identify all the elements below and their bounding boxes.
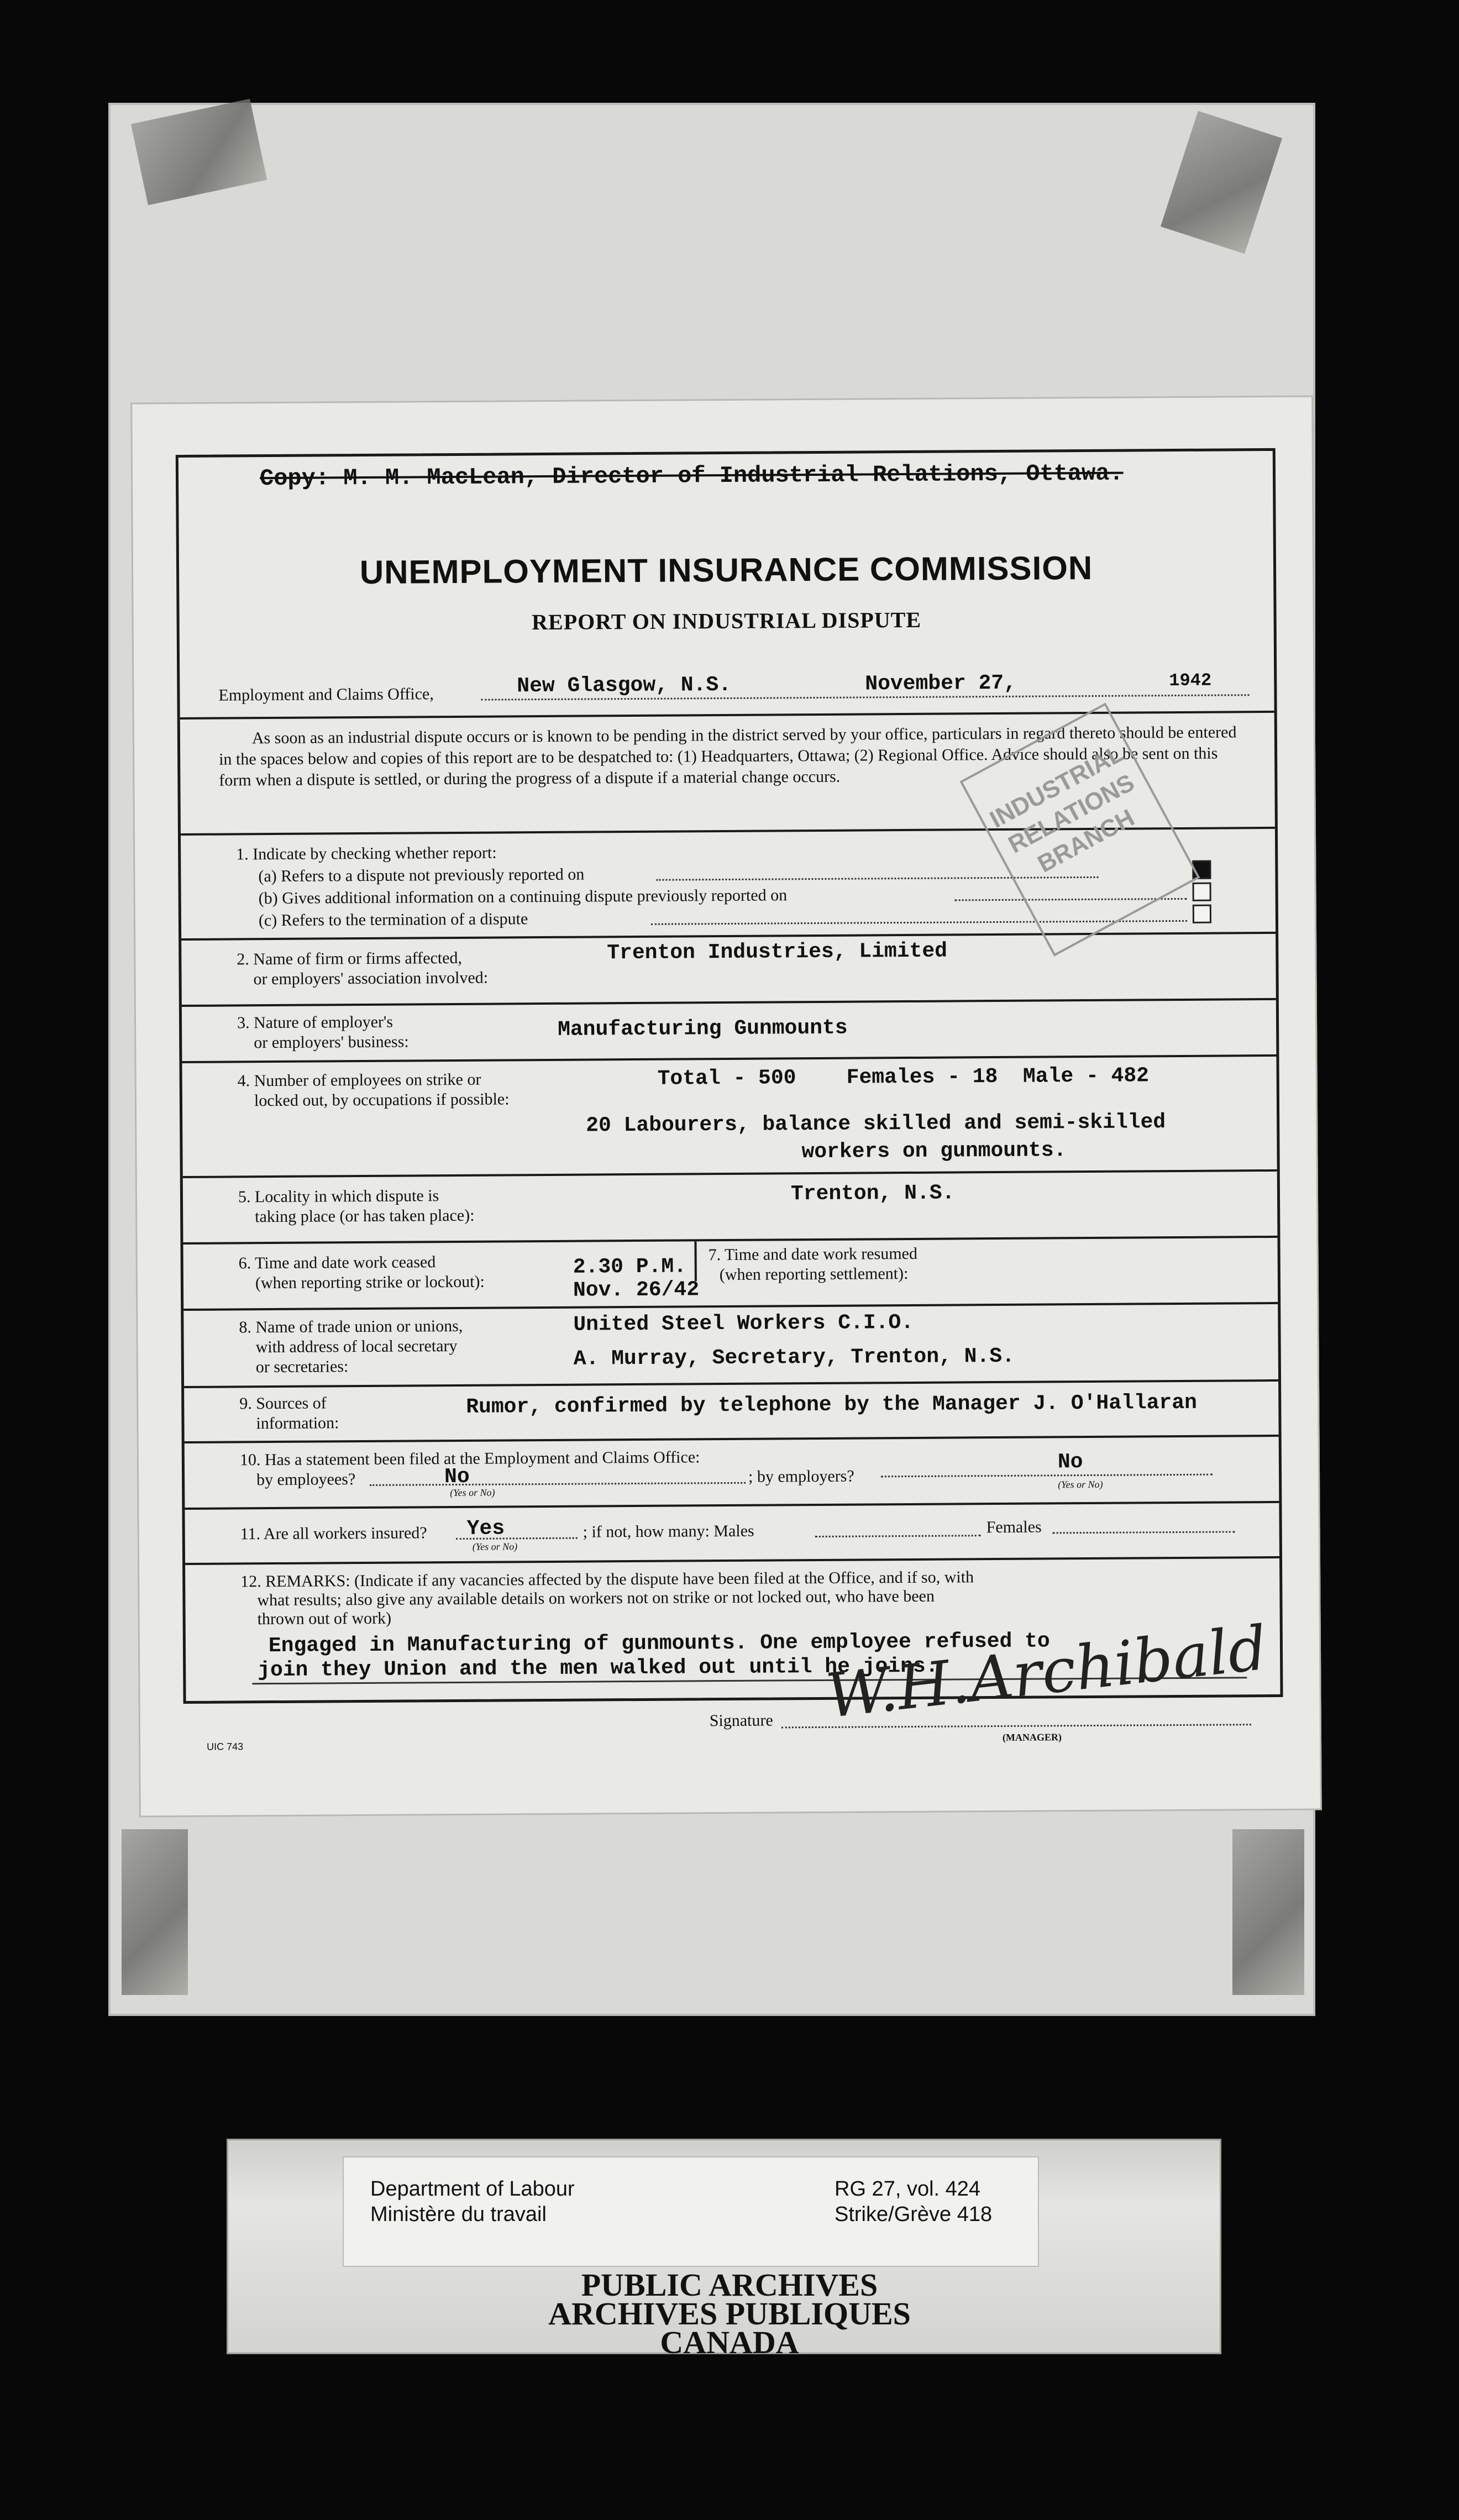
q9-label-2: information:: [256, 1414, 339, 1433]
q3-value: Manufacturing Gunmounts: [558, 1016, 848, 1042]
form-title: UNEMPLOYMENT INSURANCE COMMISSION: [359, 549, 1093, 591]
q9-value: Rumor, confirmed by telephone by the Manager J. O'Hallaran: [466, 1390, 1198, 1419]
corner-tape-bottom-left: [122, 1829, 188, 1995]
q10-value-2: No: [1057, 1450, 1083, 1474]
q5-value: Trenton, N.S.: [790, 1181, 955, 1206]
q1a-label: (a) Refers to a dispute not previously reported on: [258, 865, 585, 886]
q12-label-3: thrown out of work): [257, 1609, 392, 1629]
row-q8: [183, 1302, 1278, 1311]
q1b-label: (b) Gives additional information on a continuing dispute previously reported on: [258, 886, 788, 908]
q10-label-1: 10. Has a statement been filed at the Employment and Claims Office:: [239, 1448, 700, 1469]
archive-line-1: PUBLIC ARCHIVES: [581, 2267, 878, 2303]
q3-label-1: 3. Nature of employer's: [237, 1012, 393, 1032]
q12-label-2: what results; also give any available details on workers not on strike or not locked out, who have been: [257, 1587, 935, 1610]
q11-dots-2: [815, 1535, 981, 1537]
q1c-label: (c) Refers to the termination of a dispute: [258, 910, 528, 930]
q12-label-1: 12. REMARKS: (Indicate if any vacancies affected by the dispute have been filed at the Office, and if so, with: [240, 1568, 974, 1591]
q6-label-1: 6. Time and date work ceased: [238, 1253, 436, 1273]
archive-line-2: ARCHIVES PUBLIQUES: [548, 2296, 911, 2332]
q11-yesno: (Yes or No): [472, 1541, 518, 1552]
q6-q7-divider: [694, 1241, 696, 1281]
row-q11: [185, 1501, 1279, 1510]
intro-paragraph: As soon as an industrial dispute occurs or is known to be pending in the district served by your office, particulars in regard thereto should be entered in the spaces below and copies of this report are to be despatched to: (1) Headquarters, Ottawa; (2) Regional Office. Advice should also be sent on this form when a dispute is settled, or during the progress of a dispute if a material change occurs.: [219, 723, 1237, 790]
row-q3: [182, 998, 1276, 1007]
q12-value-1: Engaged in Manufacturing of gunmounts. One employee refused to: [268, 1629, 1050, 1658]
q9-label-1: 9. Sources of: [239, 1394, 327, 1413]
dept-en: Department of Labour: [370, 2177, 575, 2201]
year-value: 1942: [1169, 670, 1212, 691]
row-q6: [183, 1236, 1277, 1245]
form-subtitle: REPORT ON INDUSTRIAL DISPUTE: [532, 607, 922, 635]
corner-tape-bottom-right: [1232, 1829, 1304, 1995]
q10-dots-2: [881, 1474, 1213, 1478]
q10-label-3: ; by employers?: [748, 1467, 854, 1486]
corner-tape-top-left: [131, 99, 267, 205]
signature-role: (MANAGER): [1002, 1731, 1062, 1743]
q8-label-1: 8. Name of trade union or unions,: [239, 1316, 463, 1337]
q11-label-2: ; if not, how many: Males: [582, 1521, 754, 1541]
row-q4: [182, 1054, 1276, 1063]
q3-label-2: or employers' business:: [254, 1032, 409, 1052]
q1-label: 1. Indicate by checking whether report:: [236, 843, 497, 864]
q10-yesno-2: (Yes or No): [1058, 1478, 1103, 1490]
q8-label-2: with address of local secretary: [255, 1336, 458, 1357]
q11-label-3: Females: [986, 1518, 1042, 1537]
q4-value-2: 20 Labourers, balance skilled and semi-skilled: [586, 1110, 1166, 1138]
row-q5: [183, 1169, 1277, 1178]
office-value: New Glasgow, N.S.: [517, 673, 732, 699]
q6-value-1: 2.30 P.M.: [573, 1254, 687, 1279]
q4-label-1: 4. Number of employees on strike or: [237, 1070, 481, 1090]
date-value: November 27,: [865, 671, 1017, 696]
q10-dots-1: [370, 1482, 746, 1486]
q11-value: Yes: [466, 1516, 505, 1541]
received-stamp: INDUSTRIAL RELATIONS BRANCH: [959, 702, 1200, 956]
q2-label-1: 2. Name of firm or firms affected,: [237, 948, 463, 969]
row-q2: [181, 932, 1276, 941]
q12-value-2: join they Union and the men walked out until he joins.: [258, 1654, 938, 1683]
q2-value: Trenton Industries, Limited: [607, 939, 948, 965]
signature-label: Signature: [709, 1711, 773, 1730]
checkbox-q1b[interactable]: [1193, 883, 1211, 901]
checkbox-q1c[interactable]: [1193, 905, 1211, 923]
q7-label-2: (when reporting settlement):: [719, 1264, 909, 1284]
q4-value-3: workers on gunmounts.: [801, 1138, 1067, 1164]
q8-value-1: United Steel Workers C.I.O.: [573, 1310, 914, 1337]
copy-line: Copy: M. M. MacLean, Director of Industrial Relations, Ottawa.: [259, 460, 1124, 492]
corner-tape-top-right: [1161, 111, 1282, 254]
q6-value-2: Nov. 26/42: [573, 1278, 700, 1303]
q7-label-1: 7. Time and date work resumed: [708, 1244, 918, 1264]
archive-ref: RG 27, vol. 424: [835, 2177, 981, 2201]
manager-signature: W.H.Archibald: [822, 1612, 1271, 1732]
q11-label-1: 11. Are all workers insured?: [240, 1524, 427, 1544]
q5-label-1: 5. Locality in which dispute is: [238, 1186, 439, 1206]
row-q10: [185, 1435, 1279, 1443]
row-q9: [184, 1379, 1278, 1388]
q6-label-2: (when reporting strike or lockout):: [255, 1272, 485, 1293]
row-q12: [185, 1556, 1279, 1565]
office-label: Employment and Claims Office,: [218, 685, 434, 705]
archive-line-3: CANADA: [660, 2324, 799, 2360]
archive-strike: Strike/Grève 418: [835, 2203, 993, 2226]
q8-value-2: A. Murray, Secretary, Trenton, N.S.: [573, 1344, 1015, 1371]
dispute-report-form: [130, 395, 1322, 1817]
q10-value-1: No: [444, 1464, 470, 1489]
q4-value-1: Total - 500 Females - 18 Male - 482: [657, 1064, 1150, 1091]
q2-label-2: or employers' association involved:: [253, 968, 489, 989]
q5-label-2: taking place (or has taken place):: [255, 1206, 475, 1226]
form-code: UIC 743: [206, 1741, 244, 1752]
q10-label-2: by employees?: [256, 1470, 356, 1489]
q10-yesno-1: (Yes or No): [450, 1487, 495, 1499]
q4-label-2: locked out, by occupations if possible:: [254, 1090, 510, 1110]
q8-label-3: or secretaries:: [255, 1357, 349, 1377]
q11-dots-3: [1053, 1531, 1235, 1534]
dept-fr: Ministère du travail: [370, 2203, 547, 2226]
form-frame: [176, 448, 1283, 1704]
